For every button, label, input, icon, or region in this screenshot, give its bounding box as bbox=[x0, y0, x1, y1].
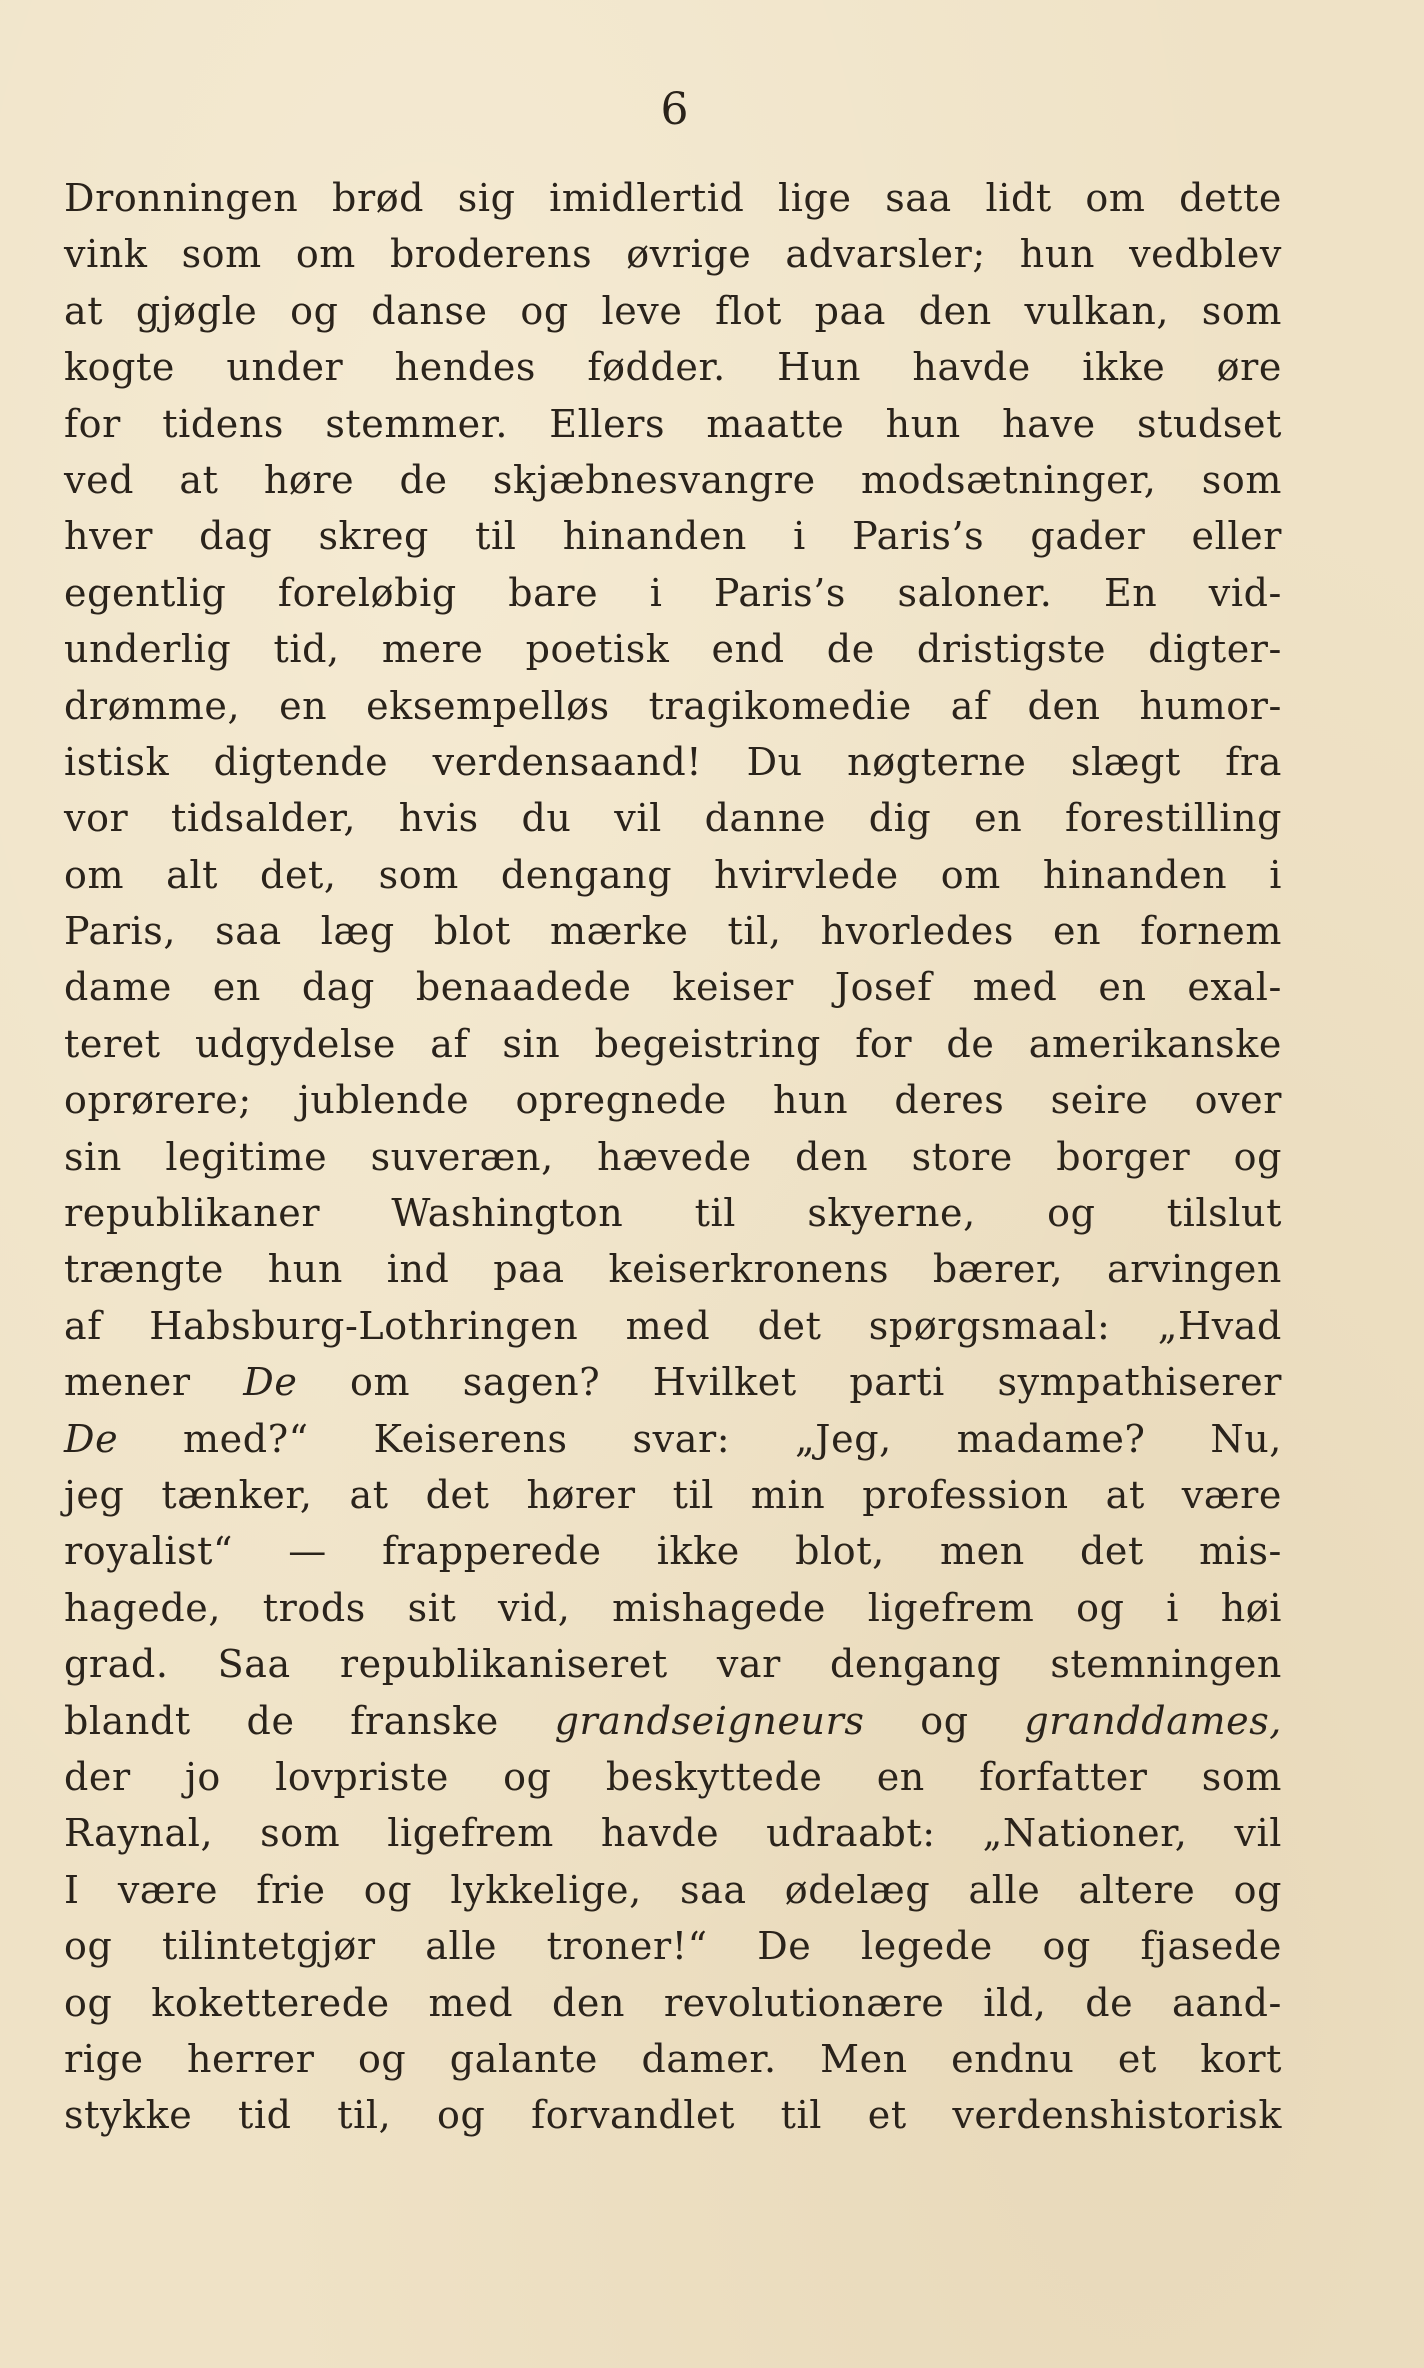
text-run: der jo lovpriste og beskyttede en forfatter som bbox=[64, 1754, 1282, 1799]
text-line bbox=[64, 1241, 1282, 1297]
italic-text-run: grandseigneurs bbox=[554, 1698, 865, 1743]
text-line bbox=[64, 226, 1282, 282]
text-line bbox=[64, 1354, 1282, 1410]
text-line bbox=[64, 1693, 1282, 1749]
text-run: teret udgydelse af sin begeistring for de amerikanske bbox=[64, 1021, 1282, 1066]
text-line bbox=[64, 1805, 1282, 1861]
text-run: om sagen? Hvilket parti sympathiserer bbox=[297, 1360, 1282, 1405]
text-line bbox=[64, 1636, 1282, 1692]
text-line bbox=[64, 1467, 1282, 1523]
text-line bbox=[64, 1918, 1282, 1974]
text-line bbox=[64, 452, 1282, 508]
text-line bbox=[64, 1523, 1282, 1579]
text-line bbox=[64, 903, 1282, 959]
text-run: stykke tid til, og forvandlet til et verdenshistorisk bbox=[64, 2093, 1282, 2138]
text-run: og tilintetgjør alle troner!“ De legede og fjasede bbox=[64, 1924, 1282, 1969]
text-run: vor tidsalder, hvis du vil danne dig en forestilling bbox=[64, 796, 1282, 841]
text-run: om alt det, som dengang hvirvlede om hinanden i bbox=[64, 852, 1282, 897]
text-run: mener bbox=[64, 1360, 244, 1405]
text-run: for tidens stemmer. Ellers maatte hun have studset bbox=[64, 401, 1282, 446]
text-run: republikaner Washington til skyerne, og tilslut bbox=[64, 1191, 1282, 1236]
text-run: med?“ Keiserens svar: „Jeg, madame? Nu, bbox=[118, 1416, 1282, 1461]
text-run: royalist“ — frapperede ikke blot, men det mis- bbox=[64, 1529, 1282, 1574]
text-run: hagede, trods sit vid, mishagede ligefrem og i høi bbox=[64, 1585, 1282, 1630]
text-run: istisk digtende verdensaand! Du nøgterne slægt fra bbox=[64, 739, 1282, 784]
page-number: 6 bbox=[660, 84, 690, 135]
text-run: rige herrer og galante damer. Men endnu et kort bbox=[64, 2036, 1282, 2081]
text-run: underlig tid, mere poetisk end de dristigste digter- bbox=[64, 627, 1282, 672]
text-run: og koketterede med den revolutionære ild, de aand- bbox=[64, 1980, 1282, 2025]
text-run: jeg tænker, at det hører til min profession at være bbox=[64, 1472, 1282, 1517]
text-run: sin legitime suveræn, hævede den store borger og bbox=[64, 1134, 1282, 1179]
text-run: og bbox=[864, 1698, 1025, 1743]
text-run: I være frie og lykkelige, saa ødelæg alle altere og bbox=[64, 1867, 1282, 1912]
text-run: vink som om broderens øvrige advarsler; hun vedblev bbox=[64, 232, 1282, 277]
text-line bbox=[64, 1862, 1282, 1918]
italic-text-run: De bbox=[243, 1360, 298, 1405]
text-line bbox=[64, 734, 1282, 790]
text-line bbox=[64, 396, 1282, 452]
text-line bbox=[64, 1072, 1282, 1128]
text-line bbox=[64, 1185, 1282, 1241]
text-run: dame en dag benaadede keiser Josef med en exal- bbox=[64, 965, 1282, 1010]
text-run: af Habsburg-Lothringen med det spørgsmaal: „Hvad bbox=[64, 1303, 1282, 1348]
text-run: Dronningen brød sig imidlertid lige saa lidt om dette bbox=[64, 176, 1282, 220]
text-run: kogte under hendes fødder. Hun havde ikke øre bbox=[64, 345, 1282, 390]
italic-text-run: granddames, bbox=[1024, 1698, 1282, 1743]
italic-text-run: De bbox=[64, 1416, 119, 1461]
text-line bbox=[64, 1975, 1282, 2031]
text-line bbox=[64, 508, 1282, 564]
text-line bbox=[64, 1129, 1282, 1185]
text-run: Paris, saa læg blot mærke til, hvorledes en fornem bbox=[64, 909, 1282, 954]
text-line bbox=[64, 339, 1282, 395]
text-run: ved at høre de skjæbnesvangre modsætninger, som bbox=[64, 457, 1282, 502]
text-line bbox=[64, 1749, 1282, 1805]
text-line bbox=[64, 565, 1282, 621]
text-line bbox=[64, 678, 1282, 734]
text-run: egentlig foreløbig bare i Paris’s saloner. En vid- bbox=[64, 570, 1282, 615]
text-run: drømme, en eksempelløs tragikomedie af den humor- bbox=[64, 683, 1282, 728]
text-run: at gjøgle og danse og leve flot paa den vulkan, som bbox=[64, 288, 1282, 333]
text-line bbox=[64, 2031, 1282, 2087]
text-run: Raynal, som ligefrem havde udraabt: „Nationer, vil bbox=[64, 1811, 1282, 1856]
body-text bbox=[64, 170, 1282, 2144]
text-line bbox=[64, 847, 1282, 903]
text-line bbox=[64, 1298, 1282, 1354]
text-run: trængte hun ind paa keiserkronens bærer, arvingen bbox=[64, 1247, 1282, 1292]
text-run: grad. Saa republikaniseret var dengang stemningen bbox=[64, 1642, 1282, 1687]
text-line bbox=[64, 790, 1282, 846]
text-line bbox=[64, 170, 1282, 226]
text-run: oprørere; jublende opregnede hun deres seire over bbox=[64, 1078, 1282, 1123]
text-line bbox=[64, 283, 1282, 339]
text-line bbox=[64, 1580, 1282, 1636]
text-line bbox=[64, 1411, 1282, 1467]
text-run: hver dag skreg til hinanden i Paris’s gader eller bbox=[64, 514, 1282, 559]
text-run: blandt de franske bbox=[64, 1698, 555, 1743]
text-line bbox=[64, 2087, 1282, 2143]
text-line bbox=[64, 959, 1282, 1015]
text-line bbox=[64, 621, 1282, 677]
text-line bbox=[64, 1016, 1282, 1072]
